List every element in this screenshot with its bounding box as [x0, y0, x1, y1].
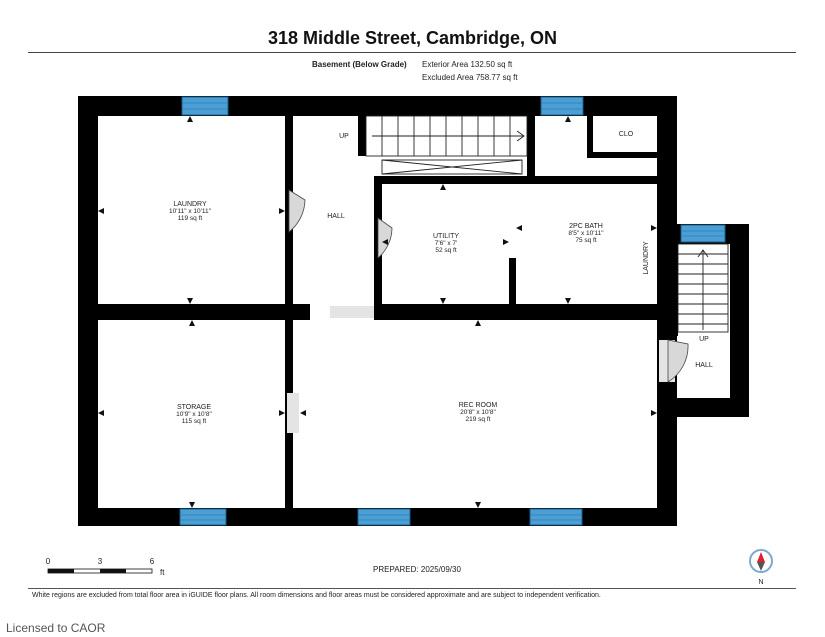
- wall-utility-rec: [374, 304, 664, 320]
- storage-dims: 10'9" x 10'8": [176, 411, 212, 418]
- hall-2-name: HALL: [695, 362, 713, 369]
- opening-storage-rec: [287, 393, 299, 433]
- window-rec-1: [358, 509, 410, 525]
- wall-stair-left: [358, 110, 366, 156]
- bath-dims: 8'5" x 10'11": [568, 230, 604, 237]
- wall-center-left: [285, 110, 293, 520]
- prepared-date: PREPARED: 2025/09/30: [373, 565, 461, 574]
- doors: [289, 190, 688, 382]
- wall-wing-stair: [670, 236, 678, 336]
- window-wing: [681, 225, 725, 242]
- utility-name: UTILITY: [432, 233, 460, 240]
- compass-label: N: [758, 579, 764, 586]
- disclaimer: White regions are excluded from total floor area in iGUIDE floor plans. All room dimensions and floor areas must be considered approximate and are subject to independent verification.: [32, 592, 601, 599]
- wall-top: [78, 96, 676, 116]
- wall-utility-top: [374, 176, 664, 184]
- storage-name: STORAGE: [176, 404, 212, 411]
- wall-closet-bottom: [587, 152, 662, 158]
- window-storage: [180, 509, 226, 525]
- window-rec-2: [530, 509, 582, 525]
- footer-divider: [28, 588, 796, 589]
- north-arrow-icon: [750, 550, 772, 586]
- scale-tick-3: 3: [97, 557, 103, 566]
- utility-area: 52 sq ft: [435, 247, 457, 254]
- scale-bar: [46, 557, 165, 577]
- storage-area: 115 sq ft: [181, 418, 207, 425]
- wall-utility-bath: [509, 258, 516, 308]
- scale-unit: ft: [160, 568, 165, 577]
- license-watermark: Licensed to CAOR: [0, 619, 146, 637]
- door-stair-hall: [668, 340, 688, 382]
- bath-name: 2PC BATH: [569, 223, 603, 230]
- rec-room-name: REC ROOM: [458, 402, 498, 409]
- door-utility: [378, 218, 392, 258]
- scale-tick-0: 0: [45, 557, 51, 566]
- laundry-1-name: LAUNDRY: [173, 201, 207, 208]
- wall-wing-right: [730, 224, 749, 417]
- stairs-wing: [678, 244, 728, 332]
- stairs-main: [366, 116, 527, 174]
- walls: [78, 96, 749, 526]
- level-name: Basement (Below Grade): [312, 60, 407, 69]
- exterior-area: Exterior Area 132.50 sq ft: [422, 60, 513, 69]
- opening-hall-rec: [330, 306, 374, 318]
- bath-area: 75 sq ft: [575, 237, 597, 244]
- plan-title: 318 Middle Street, Cambridge, ON: [267, 28, 558, 48]
- laundry-1-area: 119 sq ft: [177, 215, 203, 222]
- rec-room-dims: 20'8" x 10'8": [460, 409, 496, 416]
- laundry-1-dims: 10'11" x 10'11": [169, 208, 211, 215]
- scale-tick-6: 6: [149, 557, 155, 566]
- window-laundry: [182, 97, 228, 115]
- closet-name: CLO: [618, 131, 634, 138]
- excluded-area: Excluded Area 758.77 sq ft: [422, 73, 518, 82]
- door-laundry: [289, 190, 305, 232]
- laundry-2-name: LAUNDRY: [643, 241, 650, 275]
- hall-1-name: HALL: [327, 213, 345, 220]
- window-bath: [541, 97, 583, 115]
- rec-room-area: 219 sq ft: [465, 416, 491, 423]
- wall-wing-bottom: [657, 398, 749, 417]
- utility-dims: 7'6" x 7': [434, 240, 458, 247]
- wall-stair-right: [527, 110, 535, 180]
- stairs-1-up-label: UP: [339, 133, 349, 140]
- wall-laundry-storage: [78, 304, 310, 320]
- stairs-2-up-label: UP: [699, 336, 709, 343]
- wall-closet-left: [587, 110, 593, 158]
